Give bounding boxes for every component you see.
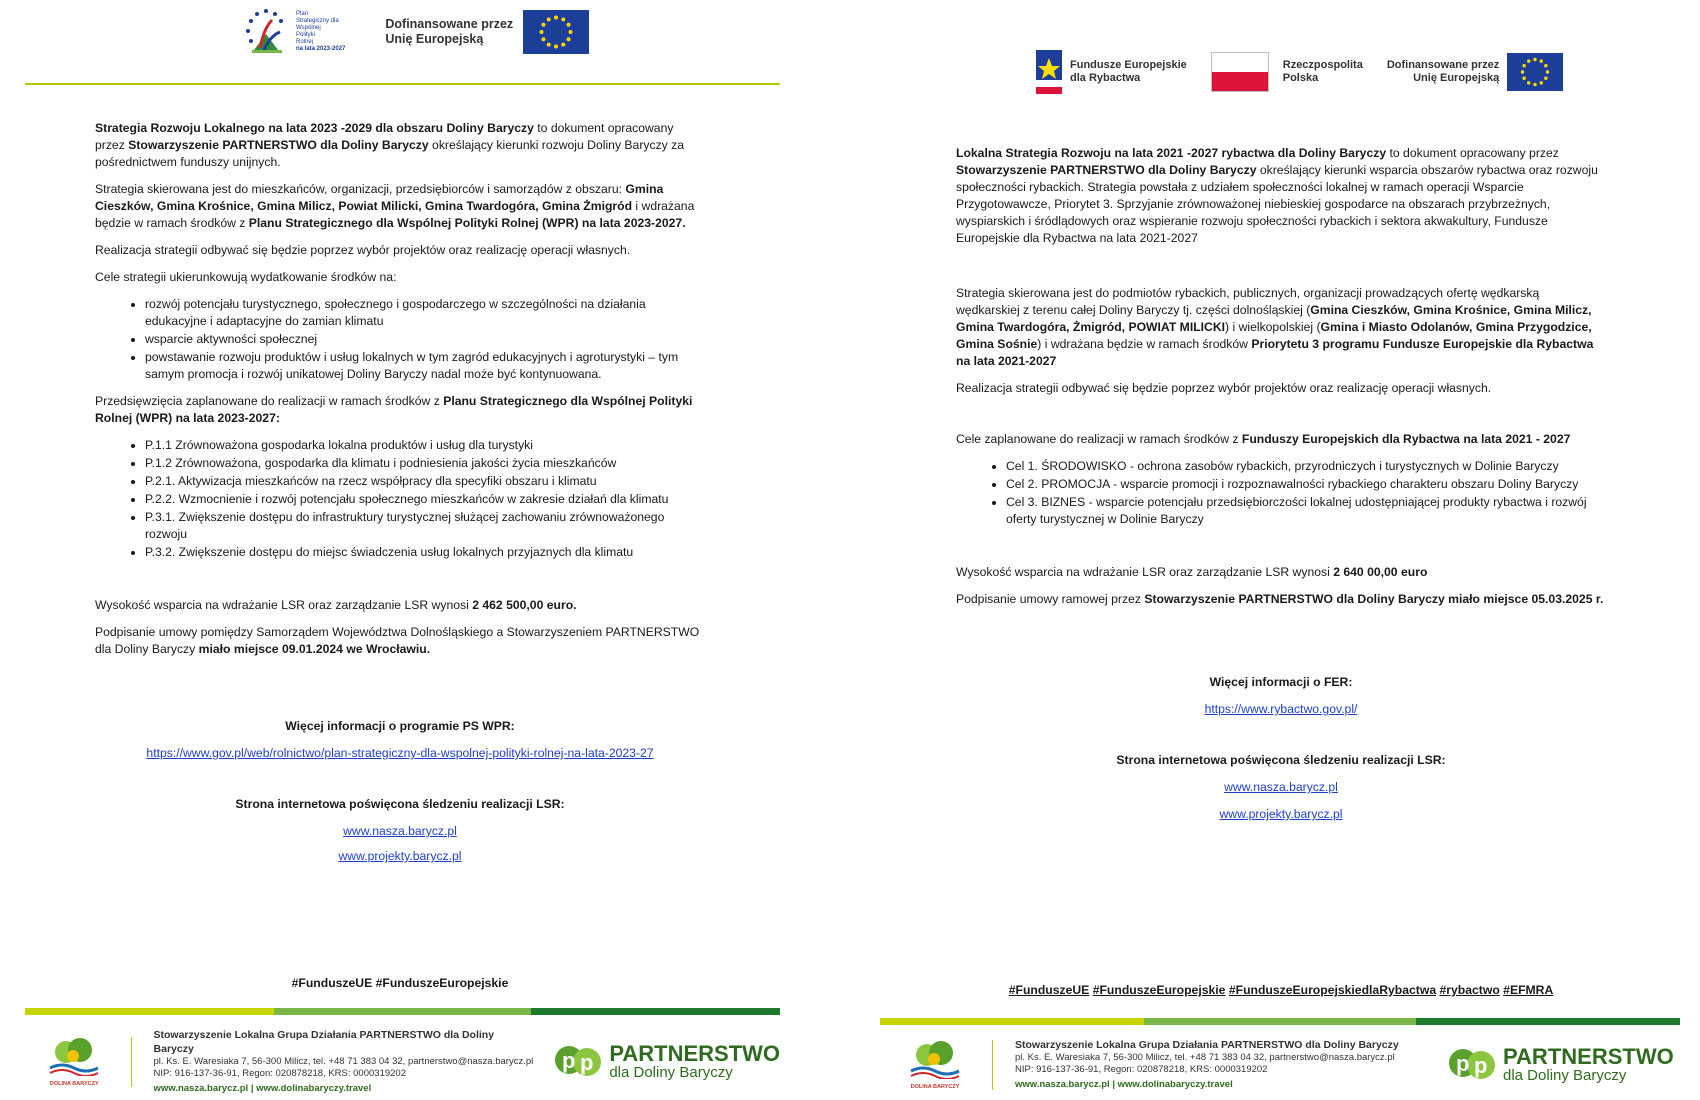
cofinanced-line2: Unię Europejską (385, 32, 484, 46)
psp-wpr-emblem-icon (240, 6, 292, 58)
fer-star-icon (1036, 50, 1062, 94)
target-paragraph: Strategia skierowana jest do podmiotów rybackich, publicznych, organizacji prowadzących ofertę wędkarską wędkarskiej z terenu całej Doliny Baryczy tj. części dolnośląskiej (Gmina Cieszków, Gmina Krośnice, Gmina Milicz, Gmina Twardogóra, Żmigród, POWIAT MILICKI) i wielkopolskiej (Gmina i Miasto Odolanów, Gmina Przygodzice, Gmina Sośnie) i wdrażana będzie w ramach środków Priorytetu 3 programu Fundusze Europejskie dla Rybactwa na lata 2021-2027 (956, 286, 1594, 368)
partnerstwo-logo (553, 1038, 780, 1086)
eu-star-icon (1527, 81, 1530, 84)
eu-star-icon (547, 17, 551, 21)
footer-contact (1015, 1038, 1435, 1091)
list-item: • P.1.2 Zrównoważona, gospodarka dla klimatu i podniesienia jakości życia mieszkańców (145, 455, 705, 472)
header-rule (25, 83, 780, 85)
eu-star-icon (567, 37, 571, 41)
footer-ids: NIP: 916-137-36-91, Regon: 020878218, KRS: 0000319202 (1015, 1064, 1268, 1075)
eu-star-icon (561, 17, 565, 21)
list-item: • P.1.1 Zrównoważona gospodarka lokalna produktów i usług dla turystyki (145, 437, 705, 454)
footer-ids: NIP: 916-137-36-91, Regon: 020878218, KRS: 0000319202 (153, 1068, 406, 1079)
eu-star-icon (542, 23, 546, 27)
goals-list (956, 458, 1606, 528)
projects-intro: Przedsięwzięcia zaplanowane do realizacji w ramach środków z Planu Strategicznego dla Wspólnej Polityki Rolnej (WPR) na lata 2023-2027: (95, 394, 693, 425)
header-logos-left (240, 6, 589, 58)
hashtag-link[interactable]: #FunduszeUE (1008, 983, 1090, 997)
fer-logo (1036, 50, 1187, 94)
hashtag-link[interactable]: #FunduszeEuropejskie (1092, 983, 1226, 997)
footer-address: pl. Ks. E. Waresiaka 7, 56-300 Milicz, tel. +48 71 383 04 32, partnerstwo@nasza.barycz.pl (1015, 1052, 1395, 1063)
eu-star-icon (1523, 64, 1526, 67)
projects-list (95, 437, 705, 561)
goals-intro: Cele strategii ukierunkowują wydatkowanie środków na: (95, 270, 397, 284)
eu-star-icon (1534, 83, 1537, 86)
implementation-paragraph: Realizacja strategii odbywać się będzie poprzez wybór projektów oraz realizację operacji własnych. (956, 381, 1492, 395)
partnerstwo-sub: dla Doliny Baryczy (609, 1063, 733, 1081)
eu-star-icon (1540, 81, 1543, 84)
list-item: • Cel 3. BIZNES - wsparcie potencjału przedsiębiorczości lokalnej udostępniającej produkty rybactwa i rozwój oferty turystycznej w Dolinie Baryczy (1006, 494, 1606, 528)
implementation-paragraph: Realizacja strategii odbywać się będzie poprzez wybór projektów oraz realizację operacji własnych. (95, 243, 631, 257)
hashtag-link[interactable]: #rybactwo (1439, 983, 1500, 997)
nasza-barycz-link[interactable]: www.nasza.barycz.pl (1224, 780, 1338, 794)
rp-line1: Rzeczpospolita (1282, 59, 1363, 71)
target-paragraph: Strategia skierowana jest do mieszkańców, organizacji, przedsiębiorców i samorządów z obszaru: Gmina Cieszków, Gmina Krośnice, Gmina Milicz, Powiat Milicki, Gmina Twardogóra, Gmina Żmigród i wdrażana będzie w ramach środków z Planu Strategicznego dla Wspólnej Polityki Rolnej (WPR) na lata 2023-2027. (95, 182, 695, 230)
eu-star-icon (1527, 59, 1530, 62)
eu-star-icon (569, 30, 573, 34)
more-info-heading: Więcej informacji o FER: (1209, 675, 1353, 689)
psp-logo-line: Rolnej (296, 39, 314, 45)
cofinanced-line1: Dofinansowane przez (385, 17, 514, 31)
psp-logo-line: Wspólnej (296, 25, 321, 31)
svg-text:p: p (562, 1047, 576, 1073)
projekty-barycz-link[interactable]: www.projekty.barycz.pl (1219, 807, 1343, 821)
hashtags-right (956, 983, 1606, 997)
psp-logo-line: Strategiczny dla (296, 18, 339, 24)
eu-star-icon (561, 43, 565, 47)
dolina-logo-text: DOLINA BARYCZY (49, 1081, 99, 1087)
svg-text:p: p (1474, 1052, 1488, 1078)
fer-line2: dla Rybactwa (1070, 72, 1141, 84)
agreement-paragraph: Podpisanie umowy pomiędzy Samorządem Województwa Dolnośląskiego a Stowarzyszeniem PARTNERSTWO dla Doliny Baryczy miało miejsce 09.01.2024 we Wrocławiu. (95, 625, 700, 656)
nasza-barycz-link[interactable]: www.nasza.barycz.pl (343, 824, 457, 838)
list-item: • P.2.2. Wzmocnienie i rozwój potencjału społecznego mieszkańców w zakresie działań dla klimatu (145, 491, 705, 508)
more-info-heading: Więcej informacji o programie PS WPR: (285, 719, 515, 733)
footer-right (900, 1038, 1690, 1091)
eu-flag-icon (523, 10, 589, 54)
fer-line1: Fundusze Europejskie (1070, 59, 1187, 71)
psp-logo-line: Polityki (296, 32, 316, 38)
partnerstwo-word: PARTNERSTWO (609, 1040, 781, 1066)
eu-star-icon (567, 23, 571, 27)
eu-star-icon (1544, 77, 1547, 80)
svg-text:p: p (580, 1049, 594, 1075)
goals-list (95, 296, 705, 383)
eu-star-icon (540, 30, 544, 34)
psp-wpr-logo (240, 6, 345, 58)
rp-line2: Polska (1282, 72, 1319, 84)
eu-star-icon (1544, 64, 1547, 67)
list-item: • P.2.1. Aktywizacja mieszkańców na rzecz współpracy dla specyfiki obszaru i klimatu (145, 473, 705, 490)
dolina-baryczy-icon (46, 1036, 102, 1076)
eu-star-icon (547, 43, 551, 47)
svg-text:p: p (1456, 1050, 1470, 1076)
list-item: • Cel 2. PROMOCJA - wsparcie promocji i rozpoznawalności rybackiego charakteru obszaru Doliny Baryczy (1006, 476, 1606, 493)
cofinanced-text-right (1387, 59, 1499, 85)
footer-org-name: Stowarzyszenie Lokalna Grupa Działania PARTNERSTWO dla Doliny Baryczy (1015, 1039, 1399, 1051)
dolina-baryczy-logo (900, 1039, 970, 1090)
document-body-left (95, 120, 705, 875)
hashtags-left: #FunduszeUE #FunduszeEuropejskie (291, 976, 509, 990)
ps-wpr-link[interactable]: https://www.gov.pl/web/rolnictwo/plan-strategiczny-dla-wspolnej-polityki-rolnej-na-lata-2023-27 (146, 746, 654, 760)
page-right (860, 0, 1700, 1100)
fer-link[interactable]: https://www.rybactwo.gov.pl/ (1204, 702, 1358, 716)
footer-bar (880, 1018, 1680, 1025)
header-logos-right (1036, 50, 1563, 94)
cofinanced-line1: Dofinansowane przez (1386, 59, 1500, 71)
dolina-logo-text: DOLINA BARYCZY (910, 1084, 960, 1090)
eu-flag-icon (1507, 53, 1563, 91)
footer-www: www.nasza.barycz.pl | www.dolinabaryczy.travel (153, 1083, 372, 1094)
eu-star-icon (1521, 70, 1524, 73)
psp-logo-line: Plan (296, 11, 309, 17)
rp-text (1283, 59, 1363, 85)
partnerstwo-word: PARTNERSTWO (1503, 1043, 1674, 1069)
funding-amount: Wysokość wsparcia na wdrażanie LSR oraz zarządzanie LSR wynosi 2 640 00,00 euro (956, 565, 1428, 579)
projekty-barycz-link[interactable]: www.projekty.barycz.pl (338, 849, 462, 863)
intro-paragraph: Strategia Rozwoju Lokalnego na lata 2023 -2029 dla obszaru Doliny Baryczy to dokument opracowany przez Stowarzyszenie PARTNERSTWO dla Doliny Baryczy określający kierunki rozwoju Doliny Baryczy za pośrednictwem funduszy unijnych. (95, 121, 685, 169)
list-item: • Cel 1. ŚRODOWISKO - ochrona zasobów rybackich, przyrodniczych i turystycznych w Dolinie Baryczy (1006, 458, 1606, 475)
footer-left (40, 1028, 780, 1095)
footer-address: pl. Ks. E. Waresiaka 7, 56-300 Milicz, tel. +48 71 383 04 32, partnerstwo@nasza.barycz.pl (153, 1056, 534, 1067)
page-left (0, 0, 790, 1100)
partnerstwo-logo (1447, 1041, 1674, 1089)
hashtag-link[interactable]: #EFMRA (1503, 983, 1554, 997)
poland-flag-icon (1211, 52, 1269, 92)
list-item: • powstawanie rozwoju produktów i usług lokalnych w tym zagród edukacyjnych i agroturystyki – tym samym promocja i rozwój unikatowej Doliny Baryczy nadal może być kontynuowana. (145, 349, 705, 383)
cofinanced-text (385, 17, 513, 47)
partnerstwo-pp-icon (1447, 1041, 1499, 1089)
hashtag-link[interactable]: #FunduszeEuropejskiedlaRybactwa (1228, 983, 1437, 997)
dolina-baryczy-icon (907, 1039, 963, 1079)
eu-star-icon (554, 16, 558, 20)
eu-star-icon (1540, 59, 1543, 62)
footer-bar (25, 1008, 780, 1015)
partnerstwo-pp-icon (553, 1038, 605, 1086)
eu-star-icon (1546, 70, 1549, 73)
site-heading: Strona internetowa poświęcona śledzeniu realizacji LSR: (1116, 753, 1446, 767)
list-item: • P.3.2. Zwiększenie dostępu do miejsc świadczenia usług lokalnych przyjaznych dla klimatu (145, 544, 705, 561)
list-item: • wsparcie aktywności społecznej (145, 331, 705, 348)
agreement-paragraph: Podpisanie umowy ramowej przez Stowarzyszenie PARTNERSTWO dla Doliny Baryczy miało miejsce 05.03.2025 r. (956, 592, 1604, 606)
footer-org-name: Stowarzyszenie Lokalna Grupa Działania PARTNERSTWO dla Doliny Baryczy (153, 1029, 495, 1055)
intro-paragraph: Lokalna Strategia Rozwoju na lata 2021 -2027 rybactwa dla Doliny Baryczy to dokument opracowany przez Stowarzyszenie PARTNERSTWO dla Doliny Baryczy określający kierunki wsparcia obszarów rybactwa oraz rozwoju społeczności rybackich. Strategia powstała z udziałem społeczności lokalnej w ramach operacji Wsparcie Przygotowawcze, Priorytet 3. Sprzyjanie zrównoważonej niebieskiej gospodarce na obszarach przybrzeżnych, wyspiarskich i śródlądowych oraz wspieranie rozwoju społeczności rybackich i sektora akwakultury, Fundusze Europejskie dla Rybactwa na lata 2021-2027 (956, 146, 1598, 245)
eu-star-icon (1534, 58, 1537, 61)
list-item: • rozwój potencjału turystycznego, społecznego i gospodarczego w szczególności na działania edukacyjne i adaptacyjne do zamian klimatu (145, 296, 705, 330)
eu-star-icon (1523, 77, 1526, 80)
footer-contact (154, 1028, 536, 1095)
footer-www: www.nasza.barycz.pl | www.dolinabaryczy.travel (1015, 1079, 1233, 1090)
eu-star-icon (554, 45, 558, 49)
cofinanced-line2: Unię Europejską (1413, 72, 1500, 84)
psp-logo-line: na lata 2023-2027 (296, 46, 346, 52)
eu-star-icon (542, 37, 546, 41)
partnerstwo-sub: dla Doliny Baryczy (1503, 1066, 1627, 1084)
dolina-baryczy-logo (40, 1036, 109, 1087)
goals-intro: Cele zaplanowane do realizacji w ramach środków z Funduszy Europejskich dla Rybactwa na lata 2021 - 2027 (956, 432, 1571, 446)
list-item: • P.3.1. Zwiększenie dostępu do infrastruktury turystycznej służącej zachowaniu zrównoważonego rozwoju (145, 509, 705, 543)
document-body-right (956, 145, 1606, 833)
site-heading: Strona internetowa poświęcona śledzeniu realizacji LSR: (235, 797, 565, 811)
funding-amount: Wysokość wsparcia na wdrażanie LSR oraz zarządzanie LSR wynosi 2 462 500,00 euro. (95, 598, 577, 612)
